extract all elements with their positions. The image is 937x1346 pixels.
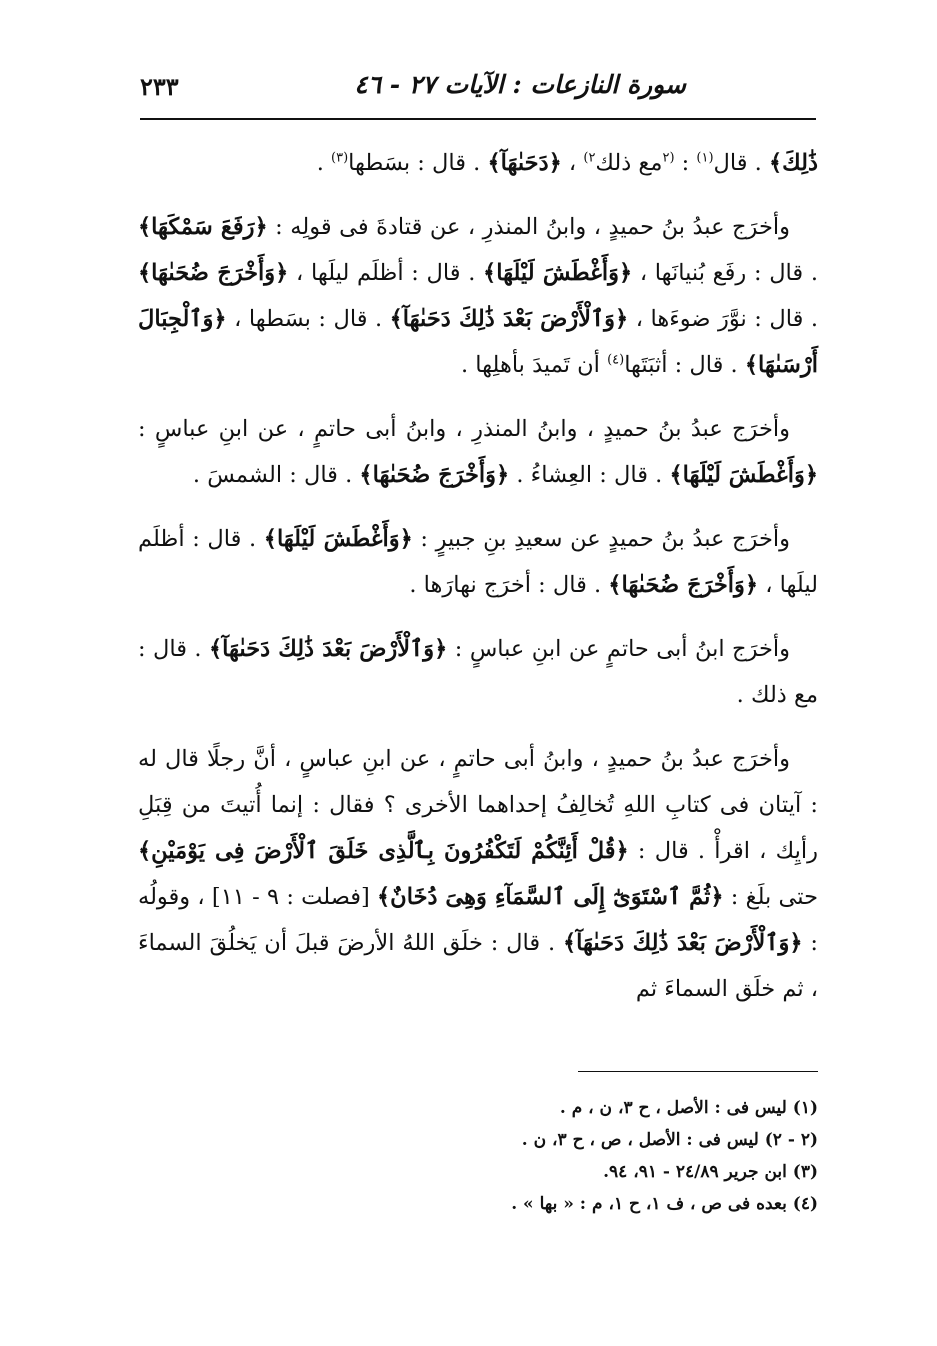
text-run: . قال [713, 150, 769, 176]
footnote-ref: ٢) [583, 150, 596, 166]
paragraph-2 [138, 204, 818, 388]
quran-quote: ﴿وَأَخْرَجَ ضُحَىٰهَا﴾ [359, 462, 510, 488]
quran-quote: ﴿دَحَىٰهَآ﴾ [487, 150, 562, 176]
footnote-4: (٤) بعده فى ص ، ف ١، ح ١، م : « بها » . [511, 1194, 818, 1214]
footnotes [300, 1092, 818, 1220]
text-run: ، [561, 150, 584, 176]
text-run: . قال : أثبَتَها [624, 352, 745, 378]
text-run: . [316, 150, 331, 176]
quran-quote: ﴿وَٱلْجِبَالَ أَرْسَىٰهَا﴾ [138, 306, 818, 378]
paragraph-4 [138, 516, 818, 608]
text-run: . قال : أخرَج نهارَها . [409, 572, 609, 598]
footnote-ref: (٣) [331, 150, 349, 166]
text-run: مع ذلك [595, 150, 663, 176]
quran-quote: ﴿وَأَغْطَشَ لَيْلَهَا﴾ [263, 526, 413, 552]
quran-quote: ﴿وَأَغْطَشَ لَيْلَهَا﴾ [483, 260, 633, 286]
quran-quote: ﴿وَٱلْأَرْضَ بَعْدَ ذَٰلِكَ دَحَىٰهَآ﴾ [209, 636, 448, 662]
quran-quote: ﴿وَأَغْطَشَ لَيْلَهَا﴾ [669, 462, 818, 488]
text-run: . قال : أظلَم ليلَها ، [138, 526, 818, 598]
text-run: . قال : رفَع بُنيانَها ، [632, 260, 819, 286]
page-header [140, 66, 816, 110]
text-run: وأخرَج ابنُ أبى حاتمٍ عن ابنِ عباسٍ : [447, 636, 791, 662]
paragraph-3 [138, 406, 818, 498]
text-run: [فصلت : ٩ - ١١] ، وقولُه : [138, 884, 818, 956]
footnote-ref: (١) [696, 150, 714, 166]
footnote-2: (٢ - ٢) ليس فى : الأصل ، ص ، ح ٣، ن . [521, 1130, 818, 1150]
text-run: وأخرَج عبدُ بنُ حميدٍ ، وابنُ المنذرِ ، عن قتادةَ فى قولِه : [267, 214, 790, 240]
footnote-ref: (٤) [607, 352, 625, 368]
footnote-divider [578, 1071, 818, 1072]
text-run: . قال : الشمسَ . [192, 462, 360, 488]
paragraph-6 [138, 736, 818, 1012]
text-run: أن تَميدَ بأهلِها . [460, 352, 608, 378]
quran-quote: ﴿قُلْ أَئِنَّكُمْ لَتَكْفُرُونَ بِٱلَّذِى خَلَقَ ٱلْأَرْضَ فِى يَوْمَيْنِ﴾ [138, 838, 629, 864]
page-number: ٢٣٣ [140, 72, 179, 101]
footnote-ref: (٢ [662, 150, 675, 166]
text-run: . قال : العِشاءُ . [509, 462, 670, 488]
quran-quote: ﴿رَفَعَ سَمْكَهَا﴾ [138, 214, 268, 240]
quran-quote: ﴿وَأَخْرَجَ ضُحَىٰهَا﴾ [608, 572, 759, 598]
quran-quote: ﴿ثُمَّ ٱسْتَوَىٰٓ إِلَى ٱلسَّمَآءِ وَهِىَ دُخَانٌ﴾ [377, 884, 724, 910]
running-title: سورة النازعات : الآيات ٢٧ - ٤٦ [354, 70, 686, 99]
text-run: . قال : بسَطها [348, 150, 488, 176]
text-run: وأخرَج عبدُ بنُ حميدٍ ، وابنُ المنذرِ ، وابنُ أبى حاتمٍ ، عن ابنِ عباسٍ : [138, 416, 790, 442]
footnote-3: (٣) ابن جرير ٢٤/٨٩ - ٩١، ٩٤. [603, 1162, 818, 1182]
text-run: : [674, 150, 697, 176]
text-run: . قال : أظلَم ليلَها ، [288, 260, 484, 286]
text-run: وأخرَج عبدُ بنُ حميدٍ ، وابنُ أبى حاتمٍ ، عن ابنِ عباسٍ ، أنَّ رجلًا قال له : آيتان فى كتابِ اللهِ تُخالِفُ إحداهما الأخرى ؟ فقال : إنما أُتيتَ من قِبَلِ رأيِك ، اقرأْ . قال : [138, 746, 818, 864]
text-run: . قال : خلَق اللهُ الأرضَ قبلَ أن يَخلُقَ السماءَ ، ثم خلَق السماءَ ثم [138, 930, 818, 1002]
text-run: . قال : بسَطها ، [226, 306, 390, 332]
quran-quote: ﴿وَٱلْأَرْضَ بَعْدَ ذَٰلِكَ دَحَىٰهَآ﴾ [389, 306, 629, 332]
footnote-1: (١) ليس فى : الأصل ، ح ٣، ن ، م . [559, 1098, 818, 1118]
paragraph-1 [138, 140, 818, 186]
paragraph-5 [138, 626, 818, 718]
main-text [138, 140, 818, 1030]
text-run: وأخرَج عبدُ بنُ حميدٍ عن سعيدِ بنِ جبيرٍ : [412, 526, 790, 552]
quran-quote: ﴿وَٱلْأَرْضَ بَعْدَ ذَٰلِكَ دَحَىٰهَآ﴾ [562, 930, 803, 956]
text-run: . قال : مع ذلك . [138, 636, 818, 708]
header-divider [140, 118, 816, 120]
quran-quote: ذَٰلِكَ﴾ [768, 150, 818, 176]
quran-quote: ﴿وَأَخْرَجَ ضُحَىٰهَا﴾ [138, 260, 289, 286]
text-run: حتى بلَغ : [723, 884, 818, 910]
text-run: . قال : نوَّرَ ضوءَها ، [628, 306, 818, 332]
